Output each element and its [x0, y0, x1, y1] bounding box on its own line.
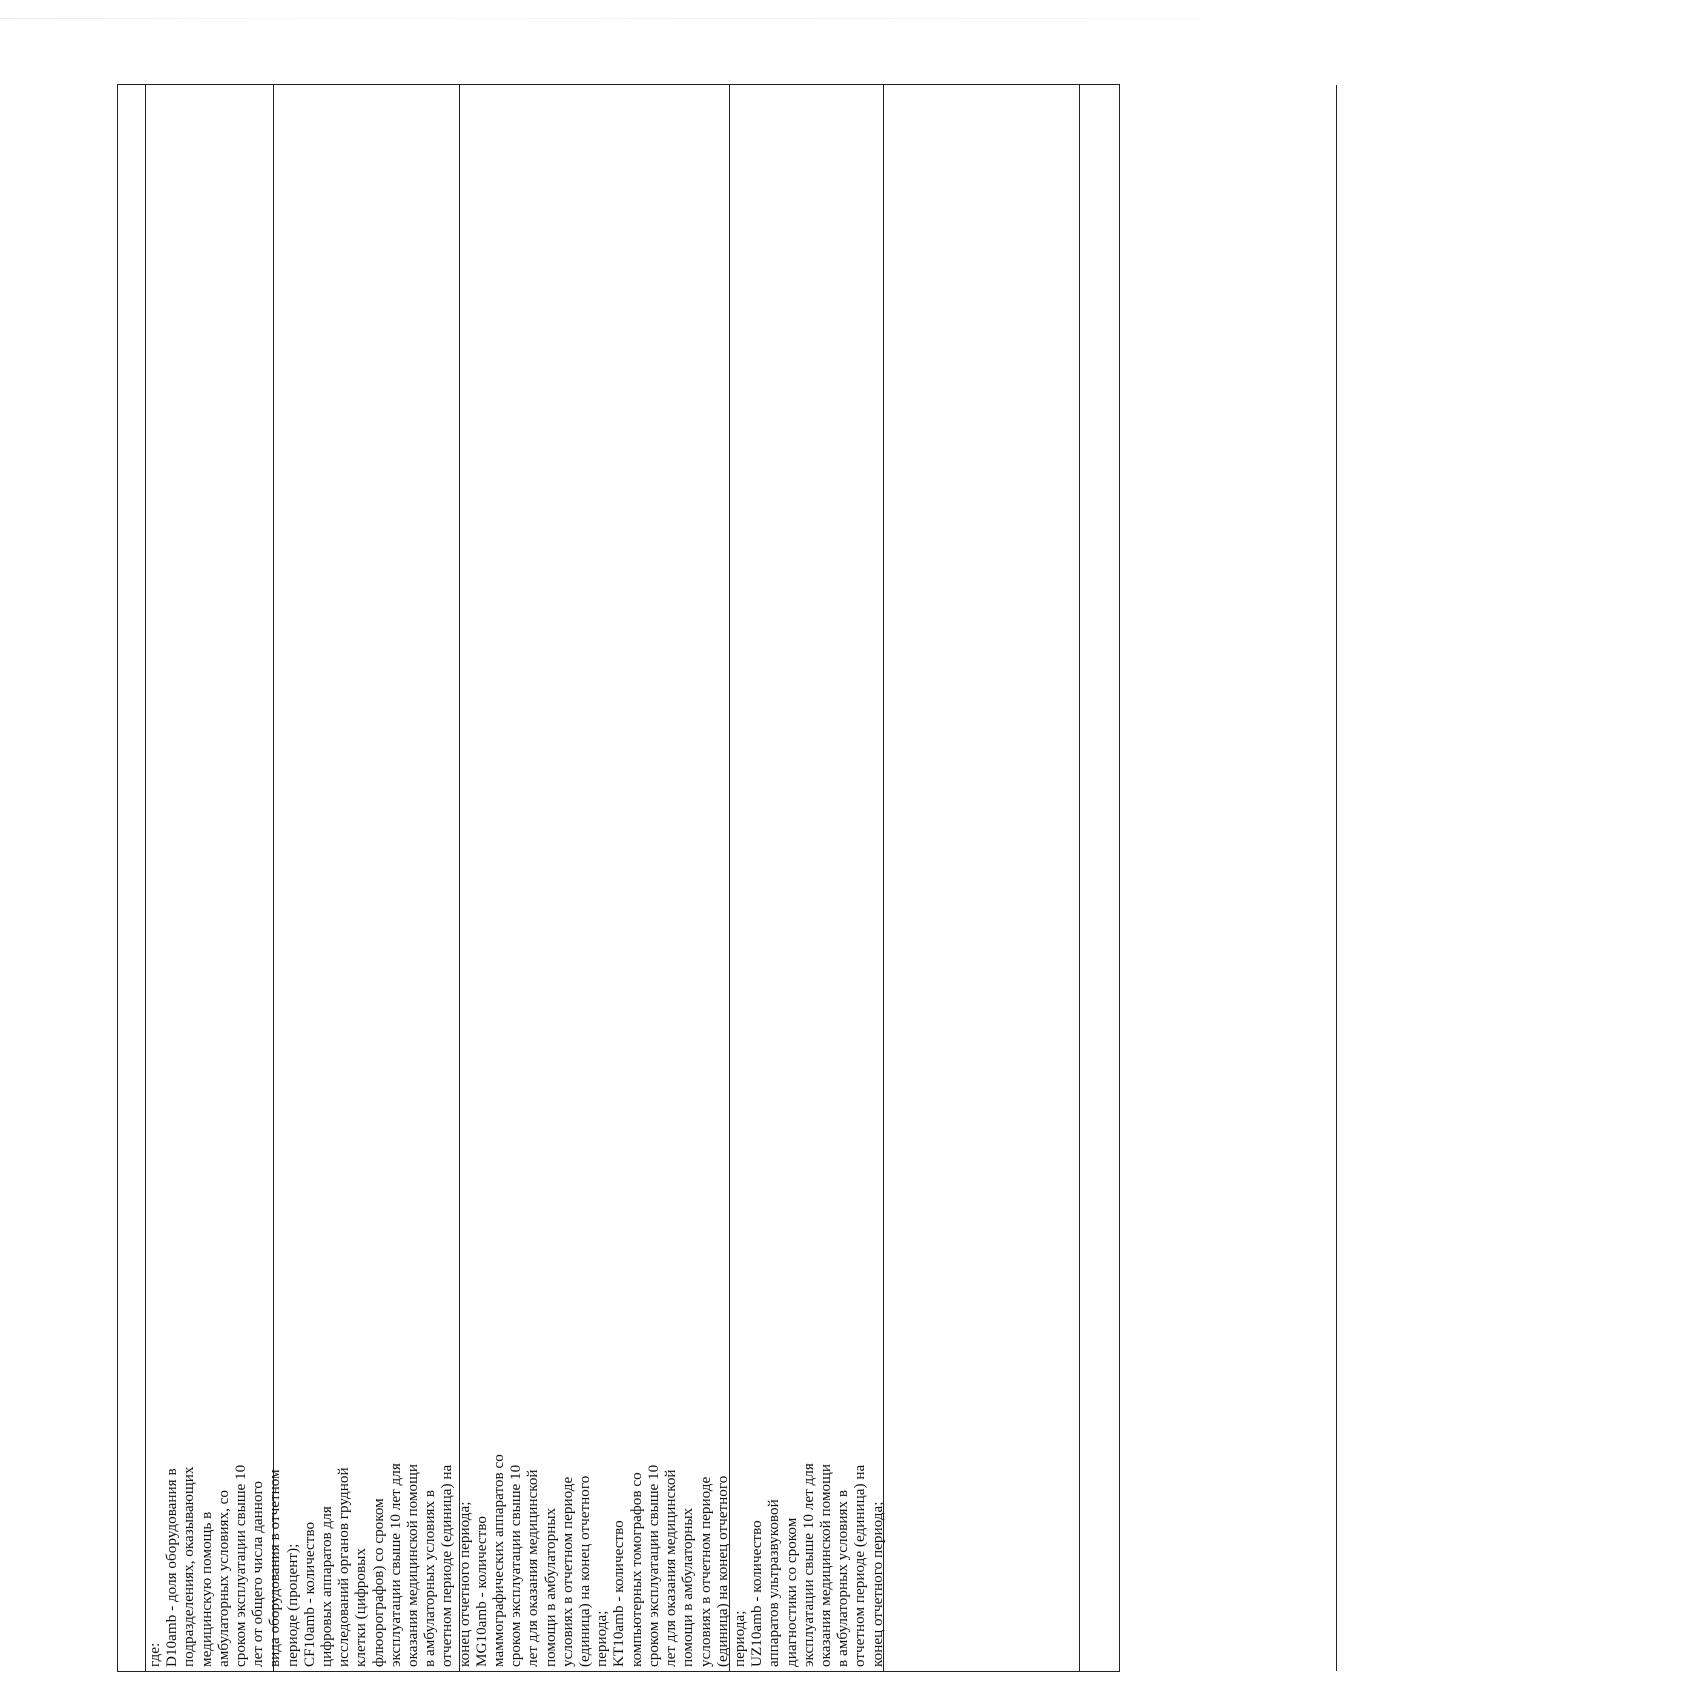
text-line: периоде (процент);: [283, 1543, 301, 1667]
text-line: клетки (цифровых: [352, 1548, 370, 1667]
text-line: флюорографов) со сроком: [369, 1498, 387, 1667]
text-line: периода;: [730, 1610, 748, 1667]
text-line: условиях в отчетном периоде: [696, 1476, 714, 1667]
text-line: сроком эксплуатации свыше 10: [507, 1464, 525, 1667]
text-line: сроком эксплуатации свыше 10: [232, 1464, 250, 1667]
text-line: помощи в амбулаторных: [679, 1507, 697, 1667]
text-line: конец отчетного периода;: [455, 1501, 473, 1667]
text-line: диагностики со сроком: [782, 1517, 800, 1667]
table-column-empty-4: [884, 85, 1080, 1671]
table-column-empty-1: [274, 85, 460, 1671]
table-column-empty-3: [730, 85, 884, 1671]
text-line: лет для оказания медицинской: [662, 1469, 680, 1667]
text-line: в амбулаторных условиях в: [421, 1489, 439, 1667]
table-column-definitions: [146, 85, 886, 1671]
text-line: цифровых аппаратов для: [318, 1506, 336, 1667]
text-line: где:: [146, 1642, 163, 1667]
text-line: KT10amb - количество: [610, 1520, 628, 1667]
text-line: лет от общего числа данного: [249, 1481, 267, 1667]
text-line: медицинскую помощь в: [197, 1511, 215, 1667]
text-line: (единица) на конец отчетного: [713, 1475, 731, 1667]
text-line: вида оборудования в отчетном: [266, 1469, 284, 1667]
text-line: компьютерных томографов со: [627, 1472, 645, 1667]
text-line: маммографических аппаратов со: [490, 1454, 508, 1667]
text-line: отчетном периоде (единица) на: [851, 1464, 869, 1667]
text-line: эксплуатации свыше 10 лет для: [386, 1463, 404, 1667]
scan-edge-line: [0, 18, 1200, 19]
text-line: подразделениях, оказывающих: [180, 1466, 198, 1667]
text-line: MG10amb - количество: [472, 1516, 490, 1667]
text-line: амбулаторных условиях, со: [214, 1489, 232, 1667]
text-line: CF10amb - количество: [300, 1521, 318, 1667]
table-column-empty-2: [460, 85, 730, 1671]
text-line: условиях в отчетном периоде: [558, 1476, 576, 1667]
text-line: в амбулаторных условиях в: [834, 1489, 852, 1667]
text-line: аппаратов ультразвуковой: [765, 1499, 783, 1667]
text-line: сроком эксплуатации свыше 10: [644, 1464, 662, 1667]
text-line: помощи в амбулаторных: [541, 1507, 559, 1667]
text-line: исследований органов грудной: [335, 1467, 353, 1667]
text-line: лет для оказания медицинской: [524, 1469, 542, 1667]
text-line: UZ10amb - количество: [748, 1520, 766, 1667]
text-line: периода;: [593, 1610, 611, 1667]
rotated-text-container: [146, 86, 886, 1671]
text-line: конец отчетного периода;: [868, 1501, 886, 1667]
text-line: отчетном периоде (единица) на: [438, 1464, 456, 1667]
text-line: оказания медицинской помощи: [816, 1464, 834, 1667]
text-line: (единица) на конец отчетного: [576, 1475, 594, 1667]
table-column-empty-6: [1337, 85, 1707, 1671]
text-line: D10amb - доля оборудования в: [163, 1468, 181, 1667]
text-line: оказания медицинской помощи: [404, 1464, 422, 1667]
rotated-table: [117, 84, 1120, 1672]
table-column-empty-5: [1080, 85, 1337, 1671]
text-line: эксплуатации свыше 10 лет для: [799, 1463, 817, 1667]
table-column-number: [118, 85, 146, 1671]
